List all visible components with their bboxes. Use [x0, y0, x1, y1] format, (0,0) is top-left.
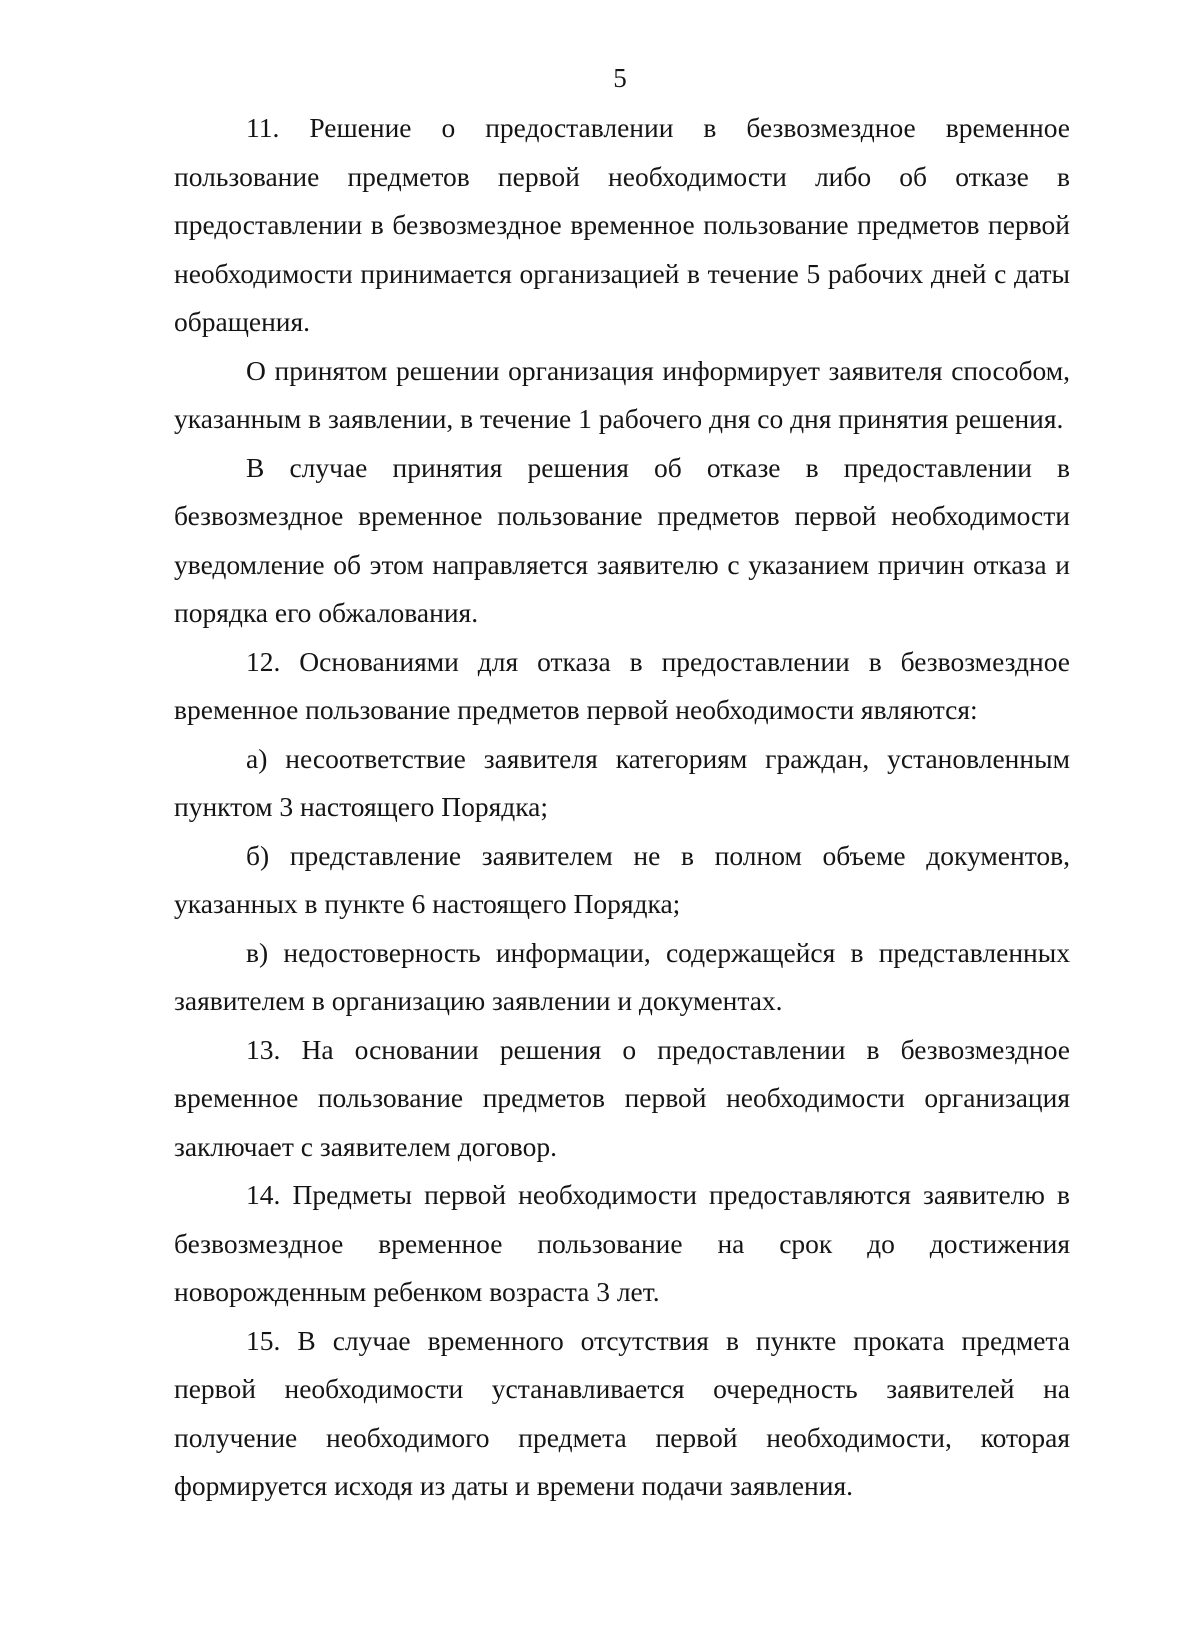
paragraph-informing: О принятом решении организация информирует заявителя способом, указанным в заявлении, в течение 1 рабочего дня со дня принятия решения.	[174, 354, 1070, 434]
document-body	[174, 104, 1070, 1511]
paragraph-11-decision: 11. Решение о предоставлении в безвозмездное временное пользование предметов первой необходимости либо об отказе в предоставлении в безвозмездное временное пользование предметов первой необходимости принимается организацией в течение 5 рабочих дней с даты обращения.	[174, 112, 1070, 337]
paragraph-14-term: 14. Предметы первой необходимости предоставляются заявителю в безвозмездное временное пользование на срок до достижения новорожденным ребенком возраста 3 лет.	[174, 1179, 1070, 1307]
page-number: 5	[613, 63, 627, 93]
list-item-b: б) представление заявителем не в полном объеме документов, указанных в пункте 6 настоящего Порядка;	[174, 839, 1070, 919]
paragraph-12-grounds: 12. Основаниями для отказа в предоставлении в безвозмездное временное пользование предметов первой необходимости являются:	[174, 645, 1070, 725]
paragraph-13-contract: 13. На основании решения о предоставлении в безвозмездное временное пользование предметов первой необходимости организация заключает с заявителем договор.	[174, 1033, 1070, 1162]
list-item-v: в) недостоверность информации, содержащейся в представленных заявителем в организацию заявлении и документах.	[174, 936, 1070, 1016]
list-item-a: а) несоответствие заявителя категориям граждан, установленным пунктом 3 настоящего Порядка;	[174, 742, 1070, 822]
paragraph-refusal-notice: В случае принятия решения об отказе в предоставлении в безвозмездное временное пользование предметов первой необходимости уведомление об этом направляется заявителю с указанием причин отказа и порядка его обжалования.	[174, 451, 1070, 628]
paragraph-15-queue: 15. В случае временного отсутствия в пункте проката предмета первой необходимости устанавливается очередность заявителей на получение необходимого предмета первой необходимости, которая формируется исходя из даты и времени подачи заявления.	[174, 1324, 1070, 1501]
